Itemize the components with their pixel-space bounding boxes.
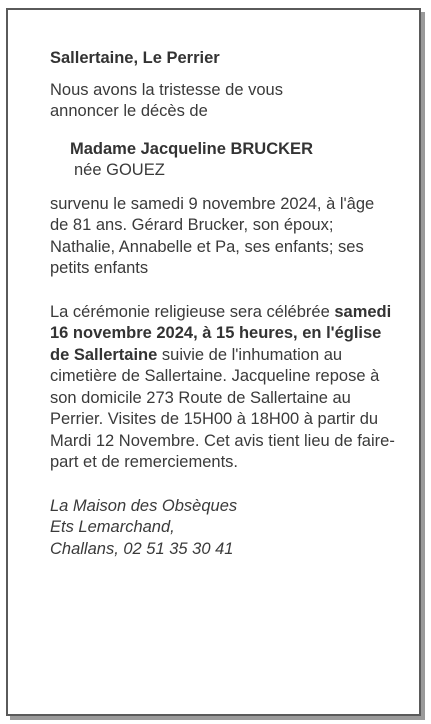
ceremony-info [50,302,395,474]
obituary-notice [6,8,421,716]
notice-content [50,48,410,560]
birth-name: née GOUEZ [74,161,165,179]
signature-line-3: Challans, 02 51 35 30 41 [50,539,234,558]
notice-shadow-bottom [10,716,425,720]
death-details: survenu le samedi 9 novembre 2024, à l'âge de 81 ans. Gérard Brucker, son époux; Nathalie, Annabelle et Pa, ses enfants; ses petits enfants [50,194,375,277]
signature-line-2: Ets Lemarchand, [50,518,175,536]
deceased-name: Madame Jacqueline BRUCKER [70,139,313,158]
funeral-home-signature [50,496,410,561]
ceremony-intro: La cérémonie religieuse sera célébrée [50,302,330,321]
ceremony-date-place: samedi 16 novembre 2024, à 15 heures, en l'église de Sallertaine [50,302,392,364]
deceased-block [70,139,410,182]
intro-text: Nous avons la tristesse de vous annoncer le décès de [50,80,283,120]
location-heading: Sallertaine, Le Perrier [50,49,220,67]
signature-line-1: La Maison des Obsèques [50,496,238,515]
ceremony-rest: suivie de l'inhumation au cimetière de Sallertaine. Jacqueline repose à son domicile 273 Route de Sallertaine au Perrier. Visites de 15H00 à 18H00 à partir du Mardi 12 Novembre. Cet avis tient lieu de faire-part et de remerciements. [50,345,395,471]
notice-shadow-right [421,12,425,718]
